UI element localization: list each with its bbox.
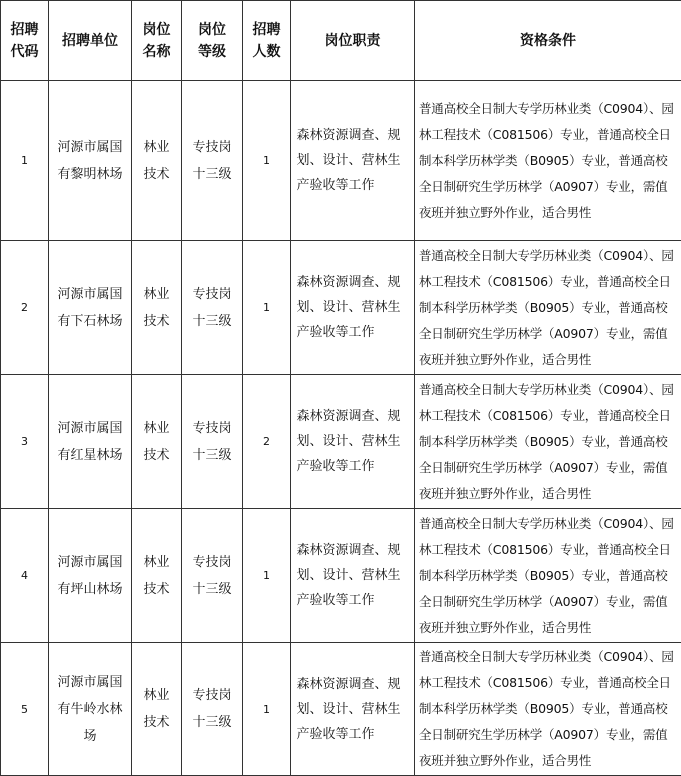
cell-qualification: 普通高校全日制大专学历林业类（C0904）、园林工程技术（C081506）专业，普通高校全日制本科学历林学类（B0905）专业，普通高校全日制研究生学历林学（A0907）专业，需值夜班并独立野外作业，适合男性 [415, 241, 681, 375]
cell-unit: 河源市属国有红星林场 [49, 375, 132, 509]
cell-unit: 河源市属国有黎明林场 [49, 81, 132, 241]
table-row [1, 241, 681, 375]
cell-qualification: 普通高校全日制大专学历林业类（C0904）、园林工程技术（C081506）专业，普通高校全日制本科学历林学类（B0905）专业，普通高校全日制研究生学历林学（A0907）专业，需值夜班并独立野外作业，适合男性 [415, 375, 681, 509]
cell-unit: 河源市属国有下石林场 [49, 241, 132, 375]
header-position: 岗位名称 [132, 1, 182, 81]
header-duty: 岗位职责 [291, 1, 415, 81]
cell-duty: 森林资源调查、规划、设计、营林生产验收等工作 [291, 509, 415, 643]
cell-level: 专技岗十三级 [182, 241, 243, 375]
cell-count: 2 [243, 375, 291, 509]
cell-position: 林业技术 [132, 81, 182, 241]
header-level: 岗位等级 [182, 1, 243, 81]
table-row [1, 643, 681, 776]
cell-qualification: 普通高校全日制大专学历林业类（C0904）、园林工程技术（C081506）专业，普通高校全日制本科学历林学类（B0905）专业，普通高校全日制研究生学历林学（A0907）专业，需值夜班并独立野外作业，适合男性 [415, 509, 681, 643]
cell-position: 林业技术 [132, 643, 182, 776]
cell-position: 林业技术 [132, 509, 182, 643]
cell-position: 林业技术 [132, 375, 182, 509]
cell-count: 1 [243, 509, 291, 643]
cell-code: 2 [1, 241, 49, 375]
cell-code: 1 [1, 81, 49, 241]
header-unit: 招聘单位 [49, 1, 132, 81]
cell-code: 3 [1, 375, 49, 509]
cell-level: 专技岗十三级 [182, 375, 243, 509]
cell-qualification: 普通高校全日制大专学历林业类（C0904）、园林工程技术（C081506）专业，普通高校全日制本科学历林学类（B0905）专业，普通高校全日制研究生学历林学（A0907）专业，需值夜班并独立野外作业，适合男性 [415, 81, 681, 241]
header-qualification: 资格条件 [415, 1, 681, 81]
cell-unit: 河源市属国有牛岭水林场 [49, 643, 132, 776]
cell-duty: 森林资源调查、规划、设计、营林生产验收等工作 [291, 81, 415, 241]
header-row [1, 1, 681, 81]
cell-position: 林业技术 [132, 241, 182, 375]
header-count: 招聘人数 [243, 1, 291, 81]
cell-count: 1 [243, 241, 291, 375]
table-row [1, 81, 681, 241]
cell-unit: 河源市属国有坪山林场 [49, 509, 132, 643]
cell-level: 专技岗十三级 [182, 643, 243, 776]
cell-duty: 森林资源调查、规划、设计、营林生产验收等工作 [291, 643, 415, 776]
cell-count: 1 [243, 81, 291, 241]
table-row [1, 375, 681, 509]
table-row [1, 509, 681, 643]
cell-duty: 森林资源调查、规划、设计、营林生产验收等工作 [291, 375, 415, 509]
cell-count: 1 [243, 643, 291, 776]
cell-level: 专技岗十三级 [182, 81, 243, 241]
cell-duty: 森林资源调查、规划、设计、营林生产验收等工作 [291, 241, 415, 375]
cell-qualification: 普通高校全日制大专学历林业类（C0904）、园林工程技术（C081506）专业，普通高校全日制本科学历林学类（B0905）专业，普通高校全日制研究生学历林学（A0907）专业，需值夜班并独立野外作业，适合男性 [415, 643, 681, 776]
header-code: 招聘代码 [1, 1, 49, 81]
cell-code: 4 [1, 509, 49, 643]
cell-code: 5 [1, 643, 49, 776]
cell-level: 专技岗十三级 [182, 509, 243, 643]
